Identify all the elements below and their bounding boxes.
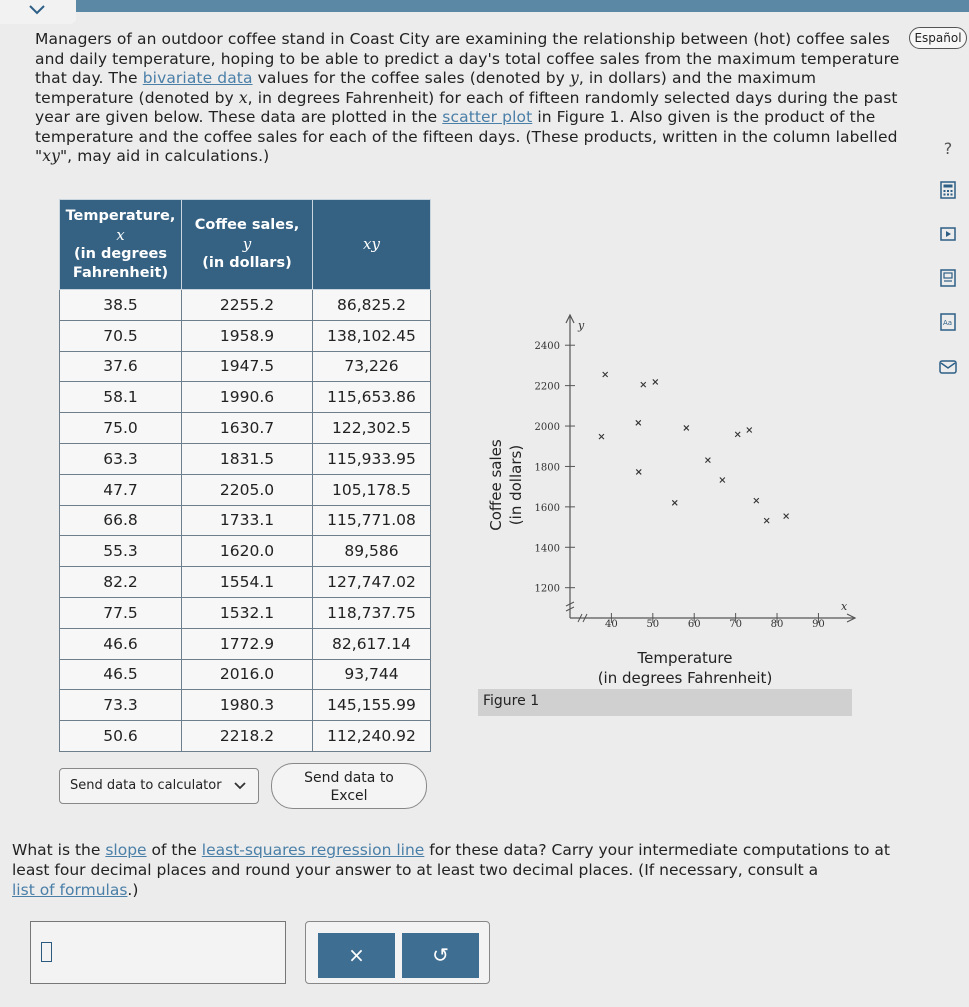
question-text: What is the slope of the least-squares regression line for these data? Carry your intermediate computations to at least four decimal places and round your answer to at least two decimal places. (If necessary, consult a list of formulas.) [12,841,890,899]
xy-cell: 82,617.14 [313,628,431,659]
table-row [60,536,431,567]
answer-tools [305,921,490,984]
temperature-cell: 82.2 [60,567,182,598]
data-point [720,477,725,482]
data-point [653,379,658,384]
temperature-cell: 70.5 [60,320,182,351]
y-tick-label: 2200 [534,381,560,393]
table-row [60,290,431,321]
temperature-cell: 50.6 [60,721,182,752]
sales-cell: 1620.0 [182,536,313,567]
table-row [60,382,431,413]
xy-cell: 115,653.86 [313,382,431,413]
x-tick-label: 40 [605,619,618,630]
sales-cell: 1947.5 [182,351,313,382]
table-row [60,567,431,598]
y-tick-label: 2400 [534,341,560,353]
x-tick-label: 90 [812,619,825,630]
data-point [636,420,641,425]
sales-cell: 2205.0 [182,474,313,505]
calculator-icon[interactable] [937,180,959,200]
chevron-down-icon [234,769,246,803]
sales-cell: 1733.1 [182,505,313,536]
data-point [705,458,710,463]
scatter-plot [470,300,860,640]
table-row [60,443,431,474]
temperature-cell: 38.5 [60,290,182,321]
table-row [60,659,431,690]
sales-cell: 1532.1 [182,597,313,628]
clear-button[interactable]: × [318,933,395,978]
undo-button[interactable]: ↺ [402,933,479,978]
y-tick-label: 1800 [534,462,560,474]
xy-cell: 115,933.95 [313,443,431,474]
formulas-link[interactable]: list of formulas [12,881,128,899]
data-point [754,498,759,503]
help-icon[interactable]: ? [943,138,953,158]
least-squares-link[interactable]: least-squares regression line [201,841,425,859]
bivariate-data-link[interactable]: bivariate data [142,69,253,87]
xy-cell: 122,302.5 [313,413,431,444]
data-point [684,425,689,430]
y-axis-label: Coffee sales (in dollars) [487,439,525,531]
xy-cell: 112,240.92 [313,721,431,752]
temperature-cell: 47.7 [60,474,182,505]
table-row [60,597,431,628]
temperature-cell: 46.5 [60,659,182,690]
x-tick-label: 70 [729,619,742,630]
send-to-excel-button[interactable]: Send data to Excel [271,763,427,809]
y-tick-label: 1200 [534,583,560,595]
data-point [747,428,752,433]
xy-cell: 86,825.2 [313,290,431,321]
mail-icon[interactable] [937,357,959,377]
temperature-cell: 73.3 [60,690,182,721]
x-tick-label: 80 [770,619,784,630]
temperature-cell: 77.5 [60,597,182,628]
sales-cell: 2255.2 [182,290,313,321]
y-tick-label: 1400 [534,543,560,555]
temperature-cell: 66.8 [60,505,182,536]
data-point [599,434,604,439]
sales-cell: 1958.9 [182,320,313,351]
table-row [60,351,431,382]
table-row [60,413,431,444]
language-button[interactable]: Español [909,27,967,49]
problem-intro: Managers of an outdoor coffee stand in Coast City are examining the relationship between (hot) coffee sales and daily temperature, hoping to be able to predict a day's total coffee sales from the maximum temperature that day. The bivariate data values for the coffee sales (denoted by y, in dollars) and the maximum temperature (denoted by x, in degrees Fahrenheit) for each of fifteen randomly selected days during the past year are given below. These data are plotted in the scatter plot in Figure 1. Also given is the product of the temperature and the coffee sales for each of the fifteen days. (These products, written in the column labelled "xy", may aid in calculations.) [35,30,900,165]
sales-cell: 1831.5 [182,443,313,474]
sales-cell: 1980.3 [182,690,313,721]
xy-cell: 127,747.02 [313,567,431,598]
data-point [641,382,646,387]
answer-input[interactable] [30,921,286,984]
sales-cell: 1630.7 [182,413,313,444]
xy-cell: 105,178.5 [313,474,431,505]
top-bar [0,0,969,12]
header-coffee-sales: Coffee sales, y (in dollars) [182,200,313,290]
temperature-cell: 55.3 [60,536,182,567]
y-axis-symbol: y [578,319,585,332]
temperature-cell: 75.0 [60,413,182,444]
collapse-tab[interactable] [0,0,76,24]
periodic-table-icon[interactable] [937,268,959,288]
sales-cell: 1554.1 [182,567,313,598]
figure-caption: Figure 1 [478,689,852,716]
table-row [60,690,431,721]
xy-cell: 145,155.99 [313,690,431,721]
xy-cell: 115,771.08 [313,505,431,536]
temperature-cell: 37.6 [60,351,182,382]
xy-cell: 93,744 [313,659,431,690]
y-tick-label: 1600 [534,502,560,514]
cursor-placeholder [41,942,52,962]
chevron-down-icon[interactable] [28,4,46,16]
table-row [60,628,431,659]
data-point [636,469,641,474]
table-row [60,505,431,536]
sales-cell: 2016.0 [182,659,313,690]
svg-text:Aa: Aa [943,319,953,327]
x-axis-label: Temperature (in degrees Fahrenheit) [597,649,773,687]
xy-cell: 89,586 [313,536,431,567]
x-tick-label: 50 [646,619,660,630]
data-point [784,514,789,519]
x-axis-symbol: x [841,600,848,613]
y-tick-label: 2000 [534,422,560,434]
scatter-plot-link[interactable]: scatter plot [442,108,533,126]
temperature-cell: 46.6 [60,628,182,659]
sales-cell: 1990.6 [182,382,313,413]
xy-cell: 118,737.75 [313,597,431,628]
xy-cell: 73,226 [313,351,431,382]
table-row [60,320,431,351]
xy-cell: 138,102.45 [313,320,431,351]
data-point [735,432,740,437]
header-temperature: Temperature, x (in degrees Fahrenheit) [60,200,182,290]
header-xy: xy [313,200,431,290]
data-table [59,199,431,752]
table-row [60,721,431,752]
dictionary-icon[interactable] [937,312,959,332]
send-to-calculator-button[interactable]: Send data to calculator [59,768,259,804]
video-icon[interactable] [937,224,959,244]
slope-link[interactable]: slope [105,841,147,859]
data-point [672,500,677,505]
temperature-cell: 58.1 [60,382,182,413]
data-point [764,518,769,523]
x-tick-label: 60 [687,619,701,630]
data-point [603,372,608,377]
temperature-cell: 63.3 [60,443,182,474]
sales-cell: 1772.9 [182,628,313,659]
sales-cell: 2218.2 [182,721,313,752]
table-row [60,474,431,505]
